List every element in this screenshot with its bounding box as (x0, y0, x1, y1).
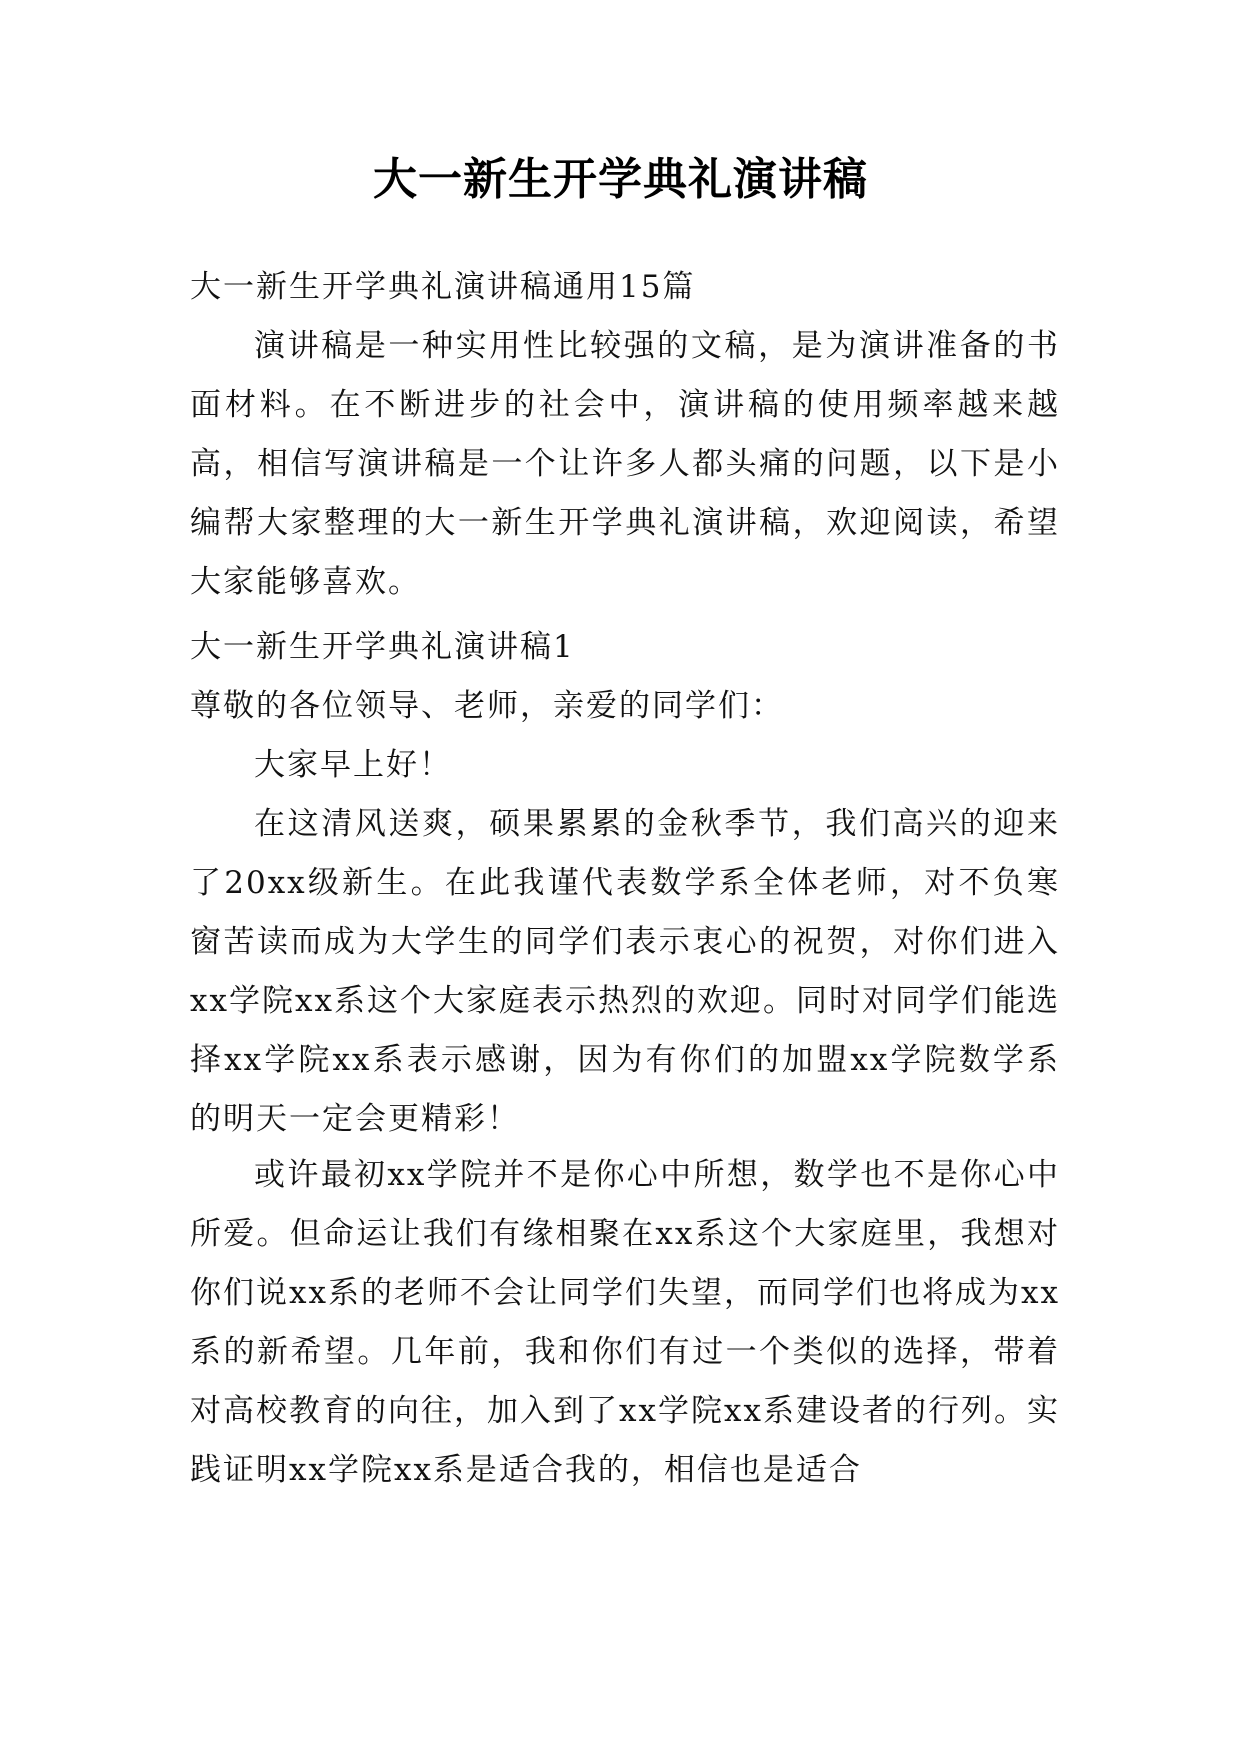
document-title: 大一新生开学典礼演讲稿 (373, 154, 868, 205)
section-heading: 大一新生开学典礼演讲稿1 (190, 629, 575, 665)
greeting: 大家早上好！ (254, 747, 452, 783)
salutation: 尊敬的各位领导、老师，亲爱的同学们： (190, 688, 784, 724)
intro-paragraph: 演讲稿是一种实用性比较强的文稿，是为演讲准备的书面材料。在不断进步的社会中，演讲稿的使用频率越来越高，相信写演讲稿是一个让许多人都头痛的问题，以下是小编帮大家整理的大一新生开学典礼演讲稿，欢迎阅读，希望大家能够喜欢。 (190, 328, 1060, 600)
body-paragraph-1: 在这清风送爽，硕果累累的金秋季节，我们高兴的迎来了20xx级新生。在此我谨代表数学系全体老师，对不负寒窗苦读而成为大学生的同学们表示衷心的祝贺，对你们进入xx学院xx系这个大家庭表示热烈的欢迎。同时对同学们能选择xx学院xx系表示感谢，因为有你们的加盟xx学院数学系的明天一定会更精彩！ (190, 806, 1060, 1137)
body-paragraph-2: 或许最初xx学院并不是你心中所想，数学也不是你心中所爱。但命运让我们有缘相聚在xx系这个大家庭里，我想对你们说xx系的老师不会让同学们失望，而同学们也将成为xx系的新希望。几年前，我和你们有过一个类似的选择，带着对高校教育的向往，加入到了xx学院xx系建设者的行列。实践证明xx学院xx系是适合我的，相信也是适合 (190, 1157, 1060, 1488)
document-subtitle: 大一新生开学典礼演讲稿通用15篇 (190, 269, 696, 305)
